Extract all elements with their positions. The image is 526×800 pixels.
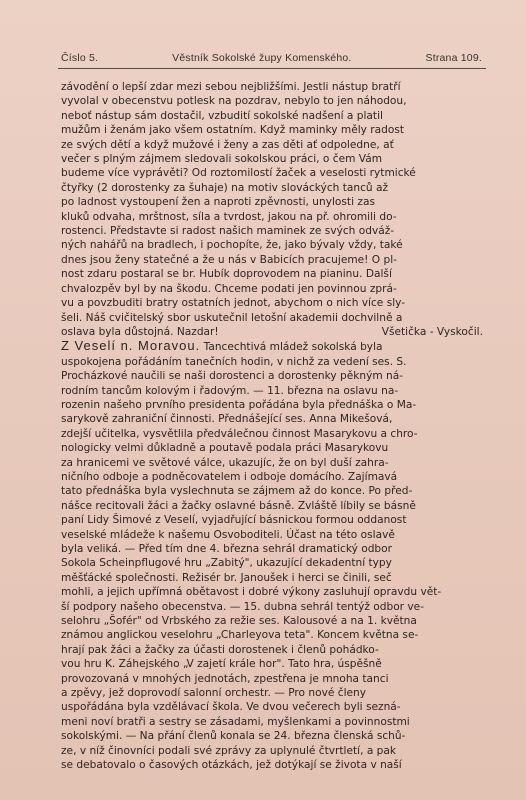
text-line: dnes jsou ženy statečné a že u nás v Babicích pracujeme! O pl- <box>61 253 397 266</box>
text-line: hrají pak žáci a žačky za účasti dorostenek i členů pohádko- <box>61 643 379 656</box>
text-line: veselské mládeže k našemu Osvoboditeli. Účast na této oslavě <box>61 528 395 541</box>
text-line: neboť nástup sám dostačil, vzbudití sokolské nadšení a platil <box>61 109 383 122</box>
text-line: sokolskými. — Na přání členů konala se 24. března členská schů- <box>61 730 406 743</box>
text-line: sarykově zahraniční činnosti. Přednášející ses. Anna Mikešová, <box>61 413 393 426</box>
text-line: vou hru K. Záhejského „V zajetí krále hor". Tato hra, úspěšně <box>61 658 382 671</box>
article-veseli <box>61 339 483 772</box>
text-line: měšťácké společnosti. Režisér br. Janoušek i herci se činili, seč <box>61 571 392 584</box>
text-line: se debatovalo o časových otázkách, jež dotýkají se života v naší <box>61 759 402 772</box>
text-line: budeme více vyprávěti? Od roztomilostí žaček a veselosti rytmické <box>61 167 416 180</box>
text-line: uspokojena pořádáním tanečních hodin, v nichž za vedení ses. S. <box>61 355 407 368</box>
text-line: vu a povzbuditi bratry ostatních jednot, abychom o nich více sly- <box>61 297 406 310</box>
text-line: tato přednáška byla vyslechnuta se zájmem až do konce. Po před- <box>61 485 413 498</box>
text-line: Sokola Scheinpflugové hru „Zabitý", ukazující dekadentní typy <box>61 557 392 570</box>
text-line: kluků odvaha, mrštnost, síla a tvrdost, jakou na př. ohromili do- <box>61 210 397 223</box>
text-line: uspořádána byla vzdělávací škola. Ve dvou večerech byli sezná- <box>61 701 401 714</box>
text-line: známou anglickou veselohru „Charleyova teta". Koncem května se- <box>61 629 419 642</box>
article-heading: Z Veselí n. Moravou. <box>61 339 201 354</box>
text-line: večer s plným zájmem sledovali sokolskou práci, o čem Vám <box>61 153 383 166</box>
text-line: Procházkové naučili se naši dorostenci a dorostenky pěkným ná- <box>61 370 404 383</box>
text-line: ných nahářů na bradlech, i pochopíte, že, jako bývaly vždy, také <box>61 239 403 252</box>
text-line: ničního odboje a podněcovatelem i odboje domácího. Zajímavá <box>61 470 398 483</box>
text-line: za hranicemi ve světové válce, ukazujíc, že on byl duší zahra- <box>61 456 389 469</box>
text-line: nost zdaru postaral se br. Hubík doprovodem na pianinu. Další <box>61 268 392 281</box>
page-header <box>61 52 482 64</box>
text-line: mohli, a jejich upřímná obětavost i dobré výkony zasluhují opravdu vět- <box>61 586 442 599</box>
text-line: rozenin našeho prvního presidenta pořádána byla přednáška o Ma- <box>61 398 417 411</box>
text-line: nologicky velmi důkladně a poutavě podala práci Masarykovu <box>61 442 389 455</box>
text-line: chvalozpěv byl by na škodu. Chceme podati jen povinnou zprá- <box>61 282 397 295</box>
journal-title: Věstník Sokolské župy Komenského. <box>172 52 352 64</box>
text-line: ze svých dětí a když mužové i ženy a zas děti ať odpoledne, ať <box>61 138 394 151</box>
text-line: ze, v níž činovníci podali své zprávy za uplynulé čtvrtletí, a pak <box>61 744 397 757</box>
text-line: Tancechtivá mládež sokolská byla <box>203 341 383 354</box>
text-line: a zpěvy, jež doprovodí salonní orchestr. — Pro nové členy <box>61 687 367 700</box>
text-line-last <box>61 325 483 339</box>
text-line: závodění o lepší zdar mezi sebou nejbližšími. Jestli nástup bratří <box>61 81 401 93</box>
text-line: mužům i ženám jako všem ostatním. Když maminky měly radost <box>61 124 405 137</box>
text-line: rostenci. Představte si radost našich maminek ze svých odváž- <box>61 225 395 238</box>
text-line: šeli. Náš cvičitelský sbor uskutečnil letošní akademii dochvilně a <box>61 311 403 324</box>
text-line: ší podpory našeho obecenstva. — 15. dubna sehrál tentýž odbor ve- <box>61 600 425 613</box>
article-babice <box>61 80 483 339</box>
text-line: nášce recitovali žáci a žačky oslavné básně. Zvláště líbily se básně <box>61 499 416 512</box>
text-line: byla veliká. — Před tím dne 4. března sehrál dramatický odbor <box>61 543 392 555</box>
page-number: Strana 109. <box>425 52 482 64</box>
text-line: čtyřky (2 dorostenky za šuhaje) na motiv slováckých tanců až <box>61 181 389 194</box>
header-rule <box>58 68 486 69</box>
signature: Všetička - Vyskočil. <box>381 325 483 338</box>
text-line: provozovaná v mnohých jednotách, zpestřena je mnoha tanci <box>61 672 389 685</box>
text-line: meni noví bratři a sestry se zásadami, myšlenkami a povinnostmi <box>61 715 410 728</box>
text-line: vyvolal v obecenstvu potlesk na pozdrav, nebylo to jen náhodou, <box>61 95 407 108</box>
text-line: selohru „Šofér" od Vrbského za režie ses. Kalousové a na 1. května <box>61 615 417 628</box>
text-line: zdejší učitelka, vysvětlila předválečnou činnost Masarykovu a chro- <box>61 427 418 440</box>
article-heading-line <box>61 339 483 354</box>
text-line: paní Lidy Šimové z Veselí, vyjadřující básnickou formou oddanost <box>61 514 407 527</box>
text-line: rodním tancům kolovým i řadovým. — 11. března na oslavu na- <box>61 384 399 397</box>
issue-number: Číslo 5. <box>61 52 99 64</box>
text-line: po ladnost vystoupení žen a naproti zpěvnosti, unylosti zas <box>61 196 375 209</box>
article-body <box>61 80 483 773</box>
closing-text: oslava byla důstojná. Nazdar! <box>61 325 219 338</box>
